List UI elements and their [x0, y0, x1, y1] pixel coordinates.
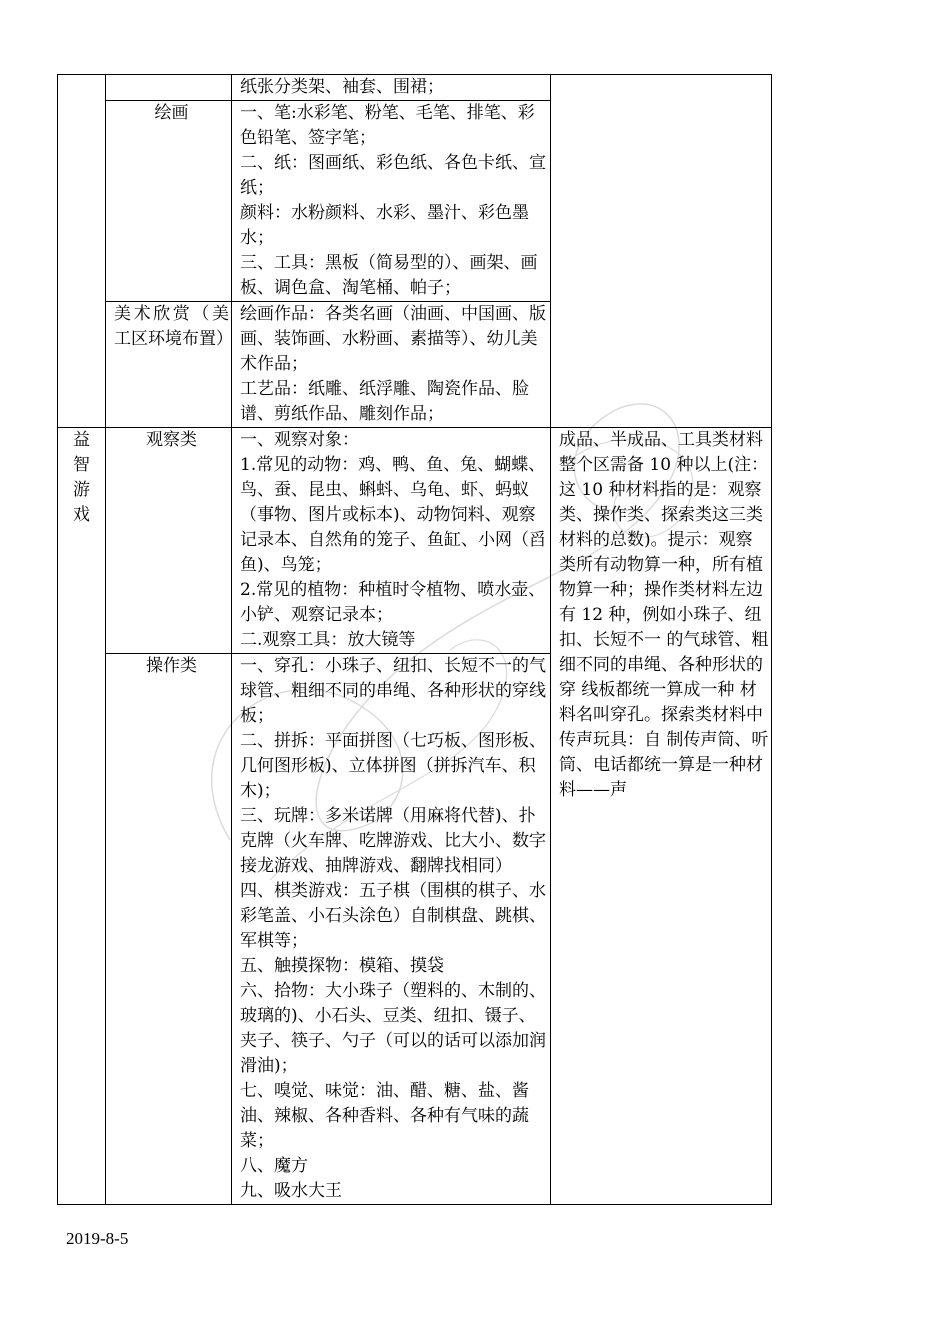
- note-text: 成品、半成品、工具类材料整个区需备 10 种以上(注：这 10 种材料指的是：观察类、操作类、探索类这三类材料的总数)。提示：观察类所有动物算一种，所有植物算一种；操作类材料左边有 12 种，例如小珠子、纽扣、长短不一 的气球管、粗细不同的串绳、各种形状的穿 线板都统一算成一种 材料名叫穿孔。探索类材料中传声玩具：自 制传声筒、听筒、电话都统一算是一种材料——声: [559, 430, 769, 800]
- materials-cell: [232, 302, 551, 428]
- material-line: 七、嗅觉、味觉：油、醋、糖、盐、酱油、辣椒、各种香料、各种有气味的蔬菜；: [240, 1081, 529, 1151]
- material-line: 三、玩牌：多米诺牌（用麻将代替)、扑克牌（火车牌、吃牌游戏、比大小、数字接龙游戏、抽牌游戏、翻牌找相同）: [240, 806, 546, 876]
- material-line: 一、观察对象：: [240, 430, 359, 450]
- material-line: 一、穿孔：小珠子、纽扣、长短不一的气球管、粗细不同的串绳、各种形状的穿线板；: [240, 656, 546, 726]
- subcategory-cell: 观察类: [106, 428, 232, 654]
- table-row: [58, 428, 772, 654]
- material-line: 绘画作品：各类名画（油画、中国画、版画、装饰画、水粉画、素描等）、幼儿美术作品；: [240, 304, 546, 374]
- material-line: 三、工具：黑板（简易型的）、画架、画板、调色盒、淘笔桶、帕子；: [240, 253, 538, 298]
- material-line: 工艺品：纸雕、纸浮雕、陶瓷作品、脸谱、剪纸作品、雕刻作品；: [240, 379, 529, 424]
- material-line: 2.常见的植物：种植时令植物、喷水壶、小铲、观察记录本；: [240, 580, 546, 625]
- material-line: 1.常见的动物：鸡、鸭、鱼、兔、蝴蝶、鸟、蚕、昆虫、蝌蚪、乌龟、虾、蚂蚁（事物、图片或标本)、动物饲料、观察记录本、自然角的笼子、鱼缸、小网（舀鱼)、鸟笼；: [240, 455, 546, 575]
- footer-date: 2019-8-5: [66, 1229, 129, 1248]
- material-line: 五、触摸探物：模箱、摸袋: [240, 956, 444, 976]
- material-line: 二、纸：图画纸、彩色纸、各色卡纸、宣纸；: [240, 153, 546, 198]
- materials-table: [57, 74, 772, 1205]
- category-label: 益智游戏: [73, 430, 90, 525]
- material-line: 四、棋类游戏：五子棋（围棋的棋子、水彩笔盖、小石头涂色）自制棋盘、跳棋、军棋等；: [240, 881, 546, 951]
- note-cell: [551, 75, 772, 428]
- materials-cell: [232, 428, 551, 654]
- subcategory-cell: [106, 75, 232, 101]
- materials-cell: [232, 75, 551, 101]
- material-line: 一、笔:水彩笔、粉笔、毛笔、排笔、彩色铅笔、签字笔；: [240, 103, 535, 148]
- material-line: 二、拼拆：平面拼图（七巧板、图形板、几何图形板)、立体拼图（拼拆汽车、积木)；: [240, 731, 546, 801]
- table-row: [58, 75, 772, 101]
- subcategory-cell: 美术欣赏（美工区环境布置）: [106, 302, 232, 428]
- category-cell-empty: [58, 75, 106, 428]
- materials-cell: [232, 101, 551, 302]
- material-line: 九、吸水大王: [240, 1181, 342, 1201]
- subcategory-cell: 操作类: [106, 654, 232, 1205]
- material-line: 颜料：水粉颜料、水彩、墨汁、彩色墨水；: [240, 203, 529, 248]
- category-cell: [58, 428, 106, 1205]
- note-cell: [551, 428, 772, 1205]
- material-line: 八、魔方: [240, 1156, 308, 1176]
- material-line: 纸张分类架、袖套、围裙；: [240, 77, 444, 97]
- subcategory-cell: 绘画: [106, 101, 232, 302]
- material-line: 二.观察工具：放大镜等: [240, 630, 416, 650]
- materials-cell: [232, 654, 551, 1205]
- material-line: 六、拾物：大小珠子（塑料的、木制的、玻璃的)、小石头、豆类、纽扣、镊子、夹子、筷子、勺子（可以的话可以添加润滑油)；: [240, 981, 546, 1076]
